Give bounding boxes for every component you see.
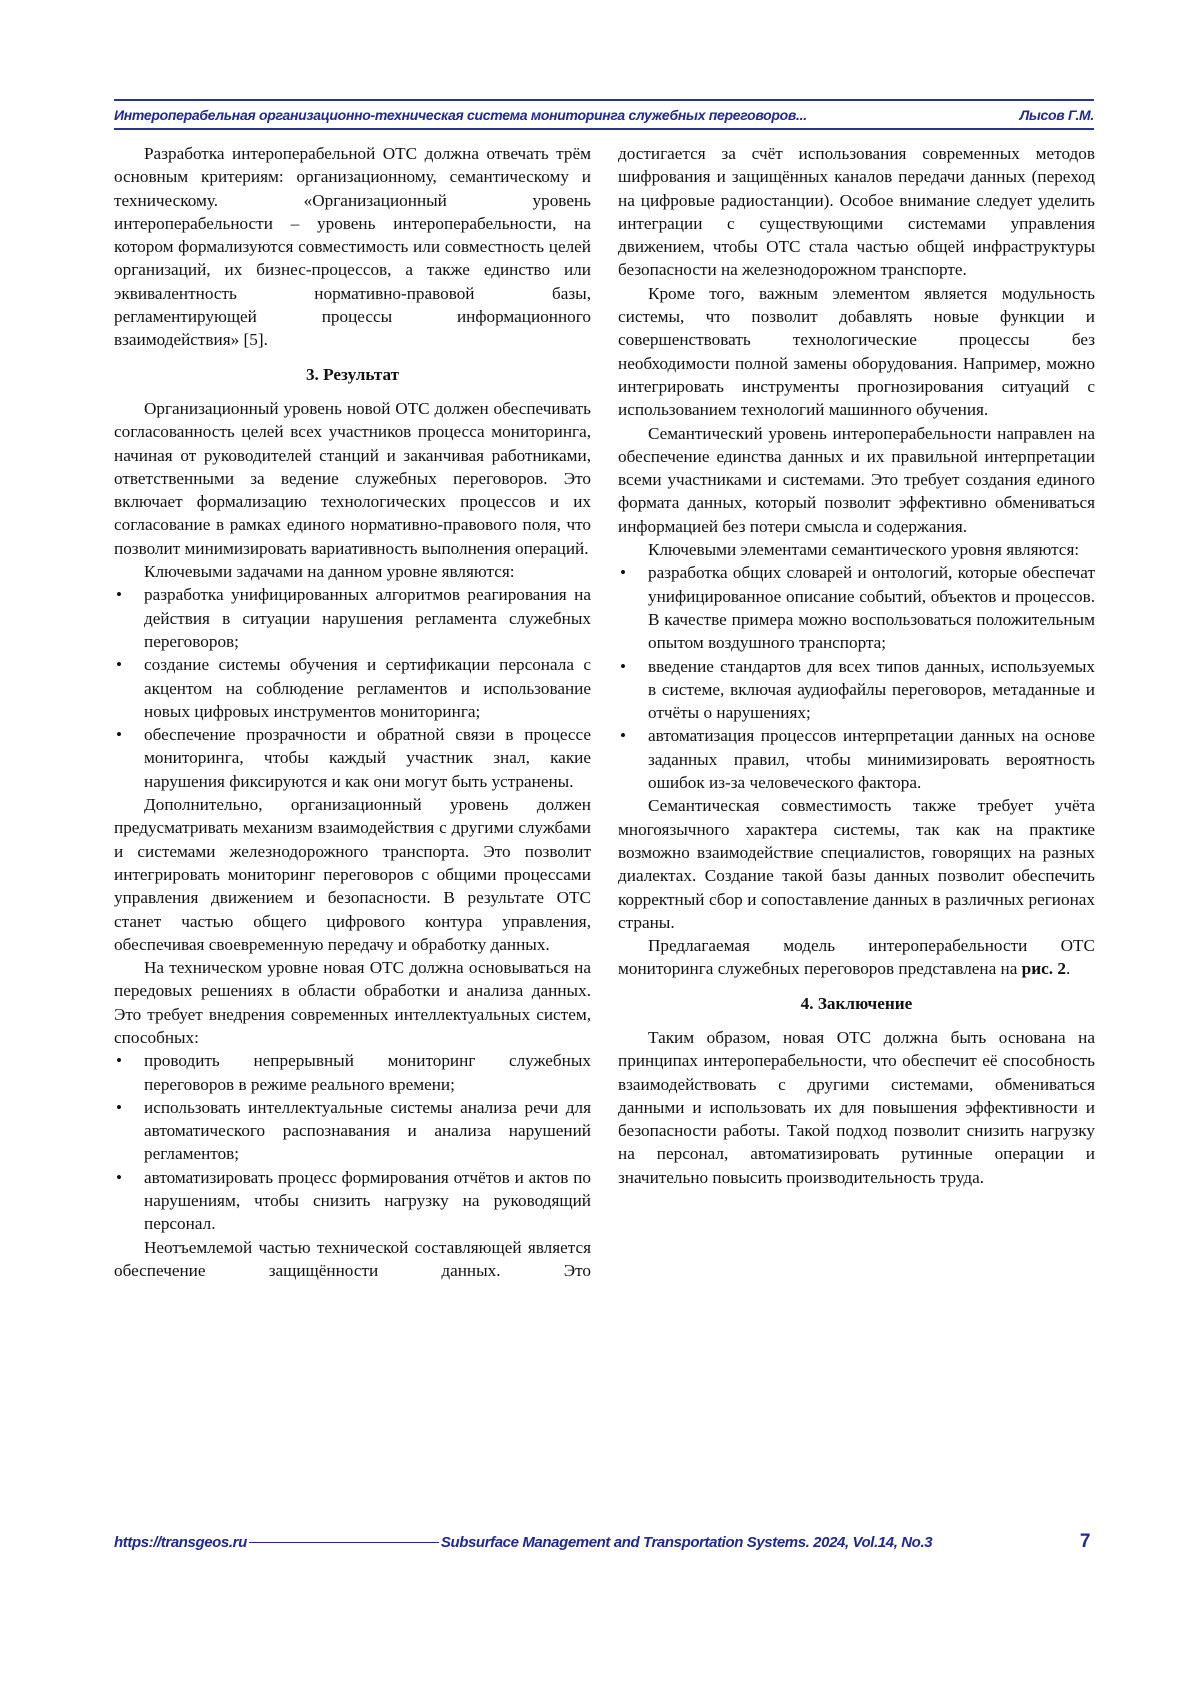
paragraph-text: Разработка интероперабельной ОТС должна отвечать трём основным критериям: организационному, семантическому и техническому. «Организационный уровень интероперабельности – уровень интероперабельности, на котором формализуются совместимость или совместность целей организаций, их бизнес-процессов, а также единство или эквивалентность нормативно-правовой базы, регламентирующей процессы информационного взаимодействия» [5].: [114, 144, 591, 349]
paragraph: [618, 282, 1095, 422]
list-item: [618, 724, 1095, 794]
paragraph: [618, 934, 1095, 981]
list-item-text: проводить непрерывный мониторинг служебных переговоров в режиме реального времени;: [144, 1051, 591, 1093]
paragraph: [114, 1236, 591, 1283]
list-item: [114, 583, 591, 653]
running-header: [114, 99, 1094, 130]
list-item-text: обеспечение прозрачности и обратной связи в процессе мониторинга, чтобы каждый участник знал, какие нарушения фиксируются и как они могут быть устранены.: [144, 725, 591, 791]
right-column: [618, 142, 1095, 1189]
list-item: [114, 653, 591, 723]
list-item: [114, 1096, 591, 1166]
list-item: [114, 1049, 591, 1096]
bullet-icon: •: [116, 1049, 122, 1072]
bullet-icon: •: [620, 655, 626, 678]
list-item-text: разработка унифицированных алгоритмов реагирования на действия в ситуации нарушения регламента служебных переговоров;: [144, 585, 591, 651]
footer-divider: [249, 1542, 439, 1543]
paragraph: [618, 142, 1095, 282]
list-item: [114, 1166, 591, 1236]
list-item-text: использовать интеллектуальные системы анализа речи для автоматического распознавания и анализа нарушений регламентов;: [144, 1098, 591, 1164]
list-item-text: автоматизация процессов интерпретации данных на основе заданных правил, чтобы минимизировать вероятность ошибок из-за человеческого фактора.: [648, 726, 1095, 792]
bullet-list: [114, 583, 591, 793]
paragraph-text: достигается за счёт использования современных методов шифрования и защищённых каналов передачи данных (переход на цифровые радиостанции). Особое внимание следует уделить интеграции с существующими системами управления движением, чтобы ОТС стала частью общей инфраструктуры безопасности на железнодорожном транспорте.: [618, 144, 1095, 279]
paragraph-text: Таким образом, новая ОТС должна быть основана на принципах интероперабельности, что обеспечит её способность взаимодействовать с другими системами, обмениваться данными и использовать их для повышения эффективности и безопасности работы. Такой подход позволит снизить нагрузку на персонал, автоматизировать рутинные операции и значительно повысить производительность труда.: [618, 1028, 1095, 1187]
list-item-text: создание системы обучения и сертификации персонала с акцентом на соблюдение регламентов и использование новых цифровых инструментов мониторинга;: [144, 655, 591, 721]
paragraph: [618, 794, 1095, 934]
paragraph: [114, 793, 591, 956]
section-heading: 4. Заключение: [618, 992, 1095, 1015]
paragraph-text: Ключевыми элементами семантического уровня являются:: [648, 540, 1079, 559]
left-column: [114, 142, 591, 1282]
bullet-icon: •: [116, 723, 122, 746]
bullet-list: [618, 561, 1095, 794]
paragraph-text: Неотъемлемой частью технической составляющей является обеспечение защищённости данных. Это: [114, 1238, 591, 1280]
paragraph: [114, 397, 591, 560]
bullet-icon: •: [116, 1096, 122, 1119]
header-title: Интероперабельная организационно-техническая система мониторинга служебных переговоров...: [114, 107, 807, 123]
paragraph-text: На техническом уровне новая ОТС должна основываться на передовых решениях в области обработки и анализа данных. Это требует внедрения современных интеллектуальных систем, способных:: [114, 958, 591, 1047]
header-author: Лысов Г.М.: [1020, 107, 1094, 123]
bullet-list: [114, 1049, 591, 1235]
paragraph: [618, 422, 1095, 538]
bullet-icon: •: [116, 583, 122, 606]
paragraph-text: Ключевыми задачами на данном уровне являются:: [144, 562, 515, 581]
paragraph-text: Кроме того, важным элементом является модульность системы, что позволит добавлять новые функции и совершенствовать технологические процессы без необходимости полной замены оборудования. Например, можно интегрировать инструменты прогнозирования ситуаций с использованием технологий машинного обучения.: [618, 284, 1095, 419]
page-number: 7: [1080, 1531, 1090, 1553]
figure-reference: рис. 2: [1022, 959, 1066, 978]
paragraph-text: Семантическая совместимость также требует учёта многоязычного характера системы, так как на практике возможно взаимодействие специалистов, говорящих на разных диалектах. Создание такой базы данных позволит обеспечить корректный сбор и сопоставление данных в различных регионах страны.: [618, 796, 1095, 931]
footer: [114, 1530, 1094, 1554]
bullet-icon: •: [116, 653, 122, 676]
list-item-text: введение стандартов для всех типов данных, используемых в системе, включая аудиофайлы переговоров, метаданные и отчёты о нарушениях;: [648, 657, 1095, 723]
paragraph: [114, 956, 591, 1049]
list-item: [114, 723, 591, 793]
list-item-text: разработка общих словарей и онтологий, которые обеспечат унифицированное описание событий, объектов и процессов. В качестве примера можно воспользоваться положительным опытом воздушного транспорта;: [648, 563, 1095, 652]
paragraph-text: Дополнительно, организационный уровень должен предусматривать механизм взаимодействия с другими службами и системами железнодорожного транспорта. Это позволит интегрировать мониторинг переговоров с общими процессами управления движением и безопасности. В результате ОТС станет частью общего цифрового контура управления, обеспечивая своевременную передачу и обработку данных.: [114, 795, 591, 954]
section-heading: 3. Результат: [114, 363, 591, 386]
paragraph: [618, 1026, 1095, 1189]
paragraph-text: Организационный уровень новой ОТС должен обеспечивать согласованность целей всех участников процесса мониторинга, начиная от руководителей станций и заканчивая работниками, ответственными за ведение служебных переговоров. Это включает формализацию технологических процессов и их согласование в рамках единого нормативно-правового поля, что позволит минимизировать вариативность выполнения операций.: [114, 399, 591, 558]
paragraph-text-end: .: [1066, 959, 1070, 978]
footer-journal: Subsurface Management and Transportation Systems. 2024, Vol.14, No.3: [441, 1534, 932, 1551]
paragraph-text: Предлагаемая модель интероперабельности ОТС мониторинга служебных переговоров представлена на: [618, 936, 1095, 978]
bullet-icon: •: [620, 724, 626, 747]
footer-url[interactable]: https://transgeos.ru: [114, 1534, 247, 1551]
list-item: [618, 655, 1095, 725]
list-item-text: автоматизировать процесс формирования отчётов и актов по нарушениям, чтобы снизить нагрузку на руководящий персонал.: [144, 1168, 591, 1234]
paragraph: [114, 142, 591, 352]
paragraph: [114, 560, 591, 583]
paragraph-text: Семантический уровень интероперабельности направлен на обеспечение единства данных и их правильной интерпретации всеми участниками и системами. Это требует создания единого формата данных, который позволит эффективно обмениваться информацией без потери смысла и содержания.: [618, 424, 1095, 536]
paragraph: [618, 538, 1095, 561]
bullet-icon: •: [116, 1166, 122, 1189]
list-item: [618, 561, 1095, 654]
bullet-icon: •: [620, 561, 626, 584]
